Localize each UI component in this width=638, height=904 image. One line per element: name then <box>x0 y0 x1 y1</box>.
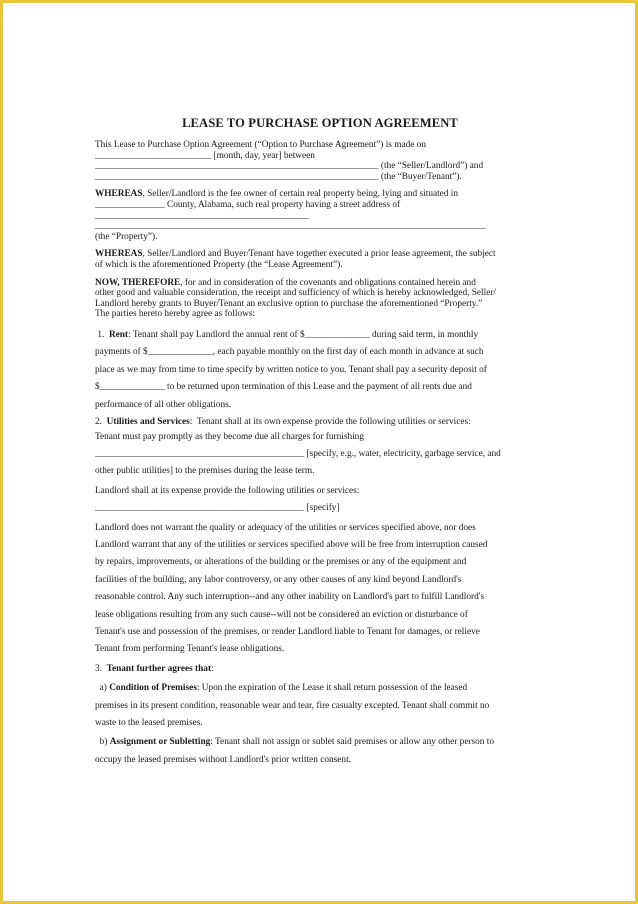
buyer-blank-line: _____________________________________________________________ (the “Buyer/Tenant”). <box>95 171 462 182</box>
rent-line: place as we may from time to time specify by written notice to you. Tenant shall pay a security deposit of <box>95 364 487 375</box>
warranty-line: Landlord warrant that any of the utilities or services specified above will be free from interruption caused <box>95 539 488 550</box>
intro-paragraph <box>95 140 545 182</box>
condition-line: premises in its present condition, reasonable wear and tear, fire casualty excepted. Tenant shall commit no <box>95 700 490 711</box>
rent-text: : Tenant shall pay Landlord the annual rent of $______________ during said term, in monthly <box>128 329 479 340</box>
now-therefore-line: The parties hereto hereby agree as follows: <box>95 309 256 320</box>
warranty-line: Tenant's use and possession of the premises, or render Landlord liable to Tenant for damages, or relieve <box>95 627 480 637</box>
now-therefore-text: , for and in consideration of the covenants and obligations contained herein and <box>180 277 476 288</box>
subsection-letter: b) <box>99 737 108 748</box>
assignment-subsection <box>95 734 545 769</box>
warranty-line: Landlord does not warrant the quality or adequacy of the utilities or services specified above, nor does <box>95 522 476 533</box>
document-page <box>3 3 635 901</box>
utilities-text: : Tenant shall at its own expense provide the following utilities or services: <box>189 416 471 427</box>
now-therefore-label: NOW, THEREFORE <box>95 277 181 288</box>
condition-line: waste to the leased premises. <box>95 718 203 729</box>
warranty-line: lease obligations resulting from any such cause--will not be considered an eviction or disturbance of <box>95 609 468 620</box>
date-blank-line: _________________________ [month, day, year] between <box>95 150 315 161</box>
county-blank-line: _______________ County, Alabama, such real property having a street address of <box>95 199 401 210</box>
condition-heading: Condition of Premises <box>109 683 197 694</box>
tenant-agrees-colon: : <box>211 663 214 674</box>
address-blank-line: ______________________________________________ <box>95 210 309 221</box>
document-title: LEASE TO PURCHASE OPTION AGREEMENT <box>182 116 458 130</box>
warranty-line: Tenant from performing Tenant's lease obligations. <box>95 644 285 655</box>
now-therefore-paragraph <box>95 278 545 320</box>
utilities-line: other public utilities] to the premises during the lease term. <box>95 466 315 477</box>
assignment-heading: Assignment or Subletting <box>109 737 211 748</box>
warranty-line: by repairs, improvements, or alterations of the building or the premises or any of the equipment and <box>95 557 467 568</box>
utilities-blank-line: _____________________________________________ [specify, e.g., water, electricity, garbage service, and <box>95 448 501 459</box>
now-therefore-line: Landlord hereby grants to Buyer/Tenant an exclusive option to purchase the aforementioned “Property.” <box>95 298 483 309</box>
now-therefore-line: other good and valuable consideration, the receipt and sufficiency of which is hereby acknowledged, Seller/ <box>95 288 497 299</box>
address-blank-line-long: ____________________________________________________________________________________ <box>95 221 486 232</box>
subsection-letter: a) <box>99 683 107 694</box>
rent-section <box>95 327 545 414</box>
lease-definition: of which is the aforementioned Property (the “Lease Agreement”). <box>95 259 343 270</box>
assignment-line: occupy the leased premises without Landlord's prior written consent. <box>95 754 351 765</box>
assignment-text: : Tenant shall not assign or sublet said premises or allow any other person to <box>210 737 495 748</box>
whereas-label: WHEREAS <box>95 189 143 200</box>
property-definition: (the “Property”). <box>95 231 158 242</box>
tenant-agrees-heading: Tenant further agrees that <box>106 663 212 674</box>
seller-blank-line: _____________________________________________________________ (the “Seller/Landlord”) and <box>95 161 484 172</box>
rent-line: $______________ to be returned upon termination of this Lease and the payment of all rents due and <box>95 382 472 393</box>
landlord-utilities-blank-line: _____________________________________________ [specify] <box>95 503 340 514</box>
utilities-section <box>95 417 545 659</box>
whereas-text: , Seller/Landlord is the fee owner of certain real property being, lying and situated in <box>142 189 459 200</box>
utilities-heading: Utilities and Services <box>106 416 190 427</box>
intro-line: This Lease to Purchase Option Agreement (“Option to Purchase Agreement”) is made on <box>95 140 426 150</box>
tenant-agrees-heading-row <box>95 661 545 678</box>
rent-line: payments of $______________, each payable monthly on the first day of each month in advance at such <box>95 347 484 358</box>
warranty-line: facilities of the building, any labor controversy, or any other causes of any kind beyond Landlord's <box>95 574 462 585</box>
condition-subsection <box>95 680 545 732</box>
rent-heading: Rent <box>108 329 129 340</box>
condition-text: : Upon the expiration of the Lease it shall return possession of the leased <box>196 683 468 694</box>
rent-line: performance of all other obligations. <box>95 399 232 410</box>
utilities-line: Tenant must pay promptly as they become due all charges for furnishing <box>95 431 364 442</box>
whereas-lease-paragraph <box>95 249 545 270</box>
warranty-line: reasonable control. Any such interruption--and any other inability on Landlord's part to fulfill Landlord's <box>95 592 485 603</box>
whereas-label: WHEREAS <box>95 249 143 260</box>
section-number: 1. <box>97 329 105 340</box>
whereas-text: , Seller/Landlord and Buyer/Tenant have together executed a prior lease agreement, the subject <box>142 249 496 260</box>
section-number: 3. <box>95 663 102 674</box>
agreement-body <box>95 116 545 769</box>
landlord-utilities-line: Landlord shall at its expense provide the following utilities or services: <box>95 485 360 496</box>
whereas-property-paragraph <box>95 189 545 242</box>
section-number: 2. <box>95 416 102 427</box>
